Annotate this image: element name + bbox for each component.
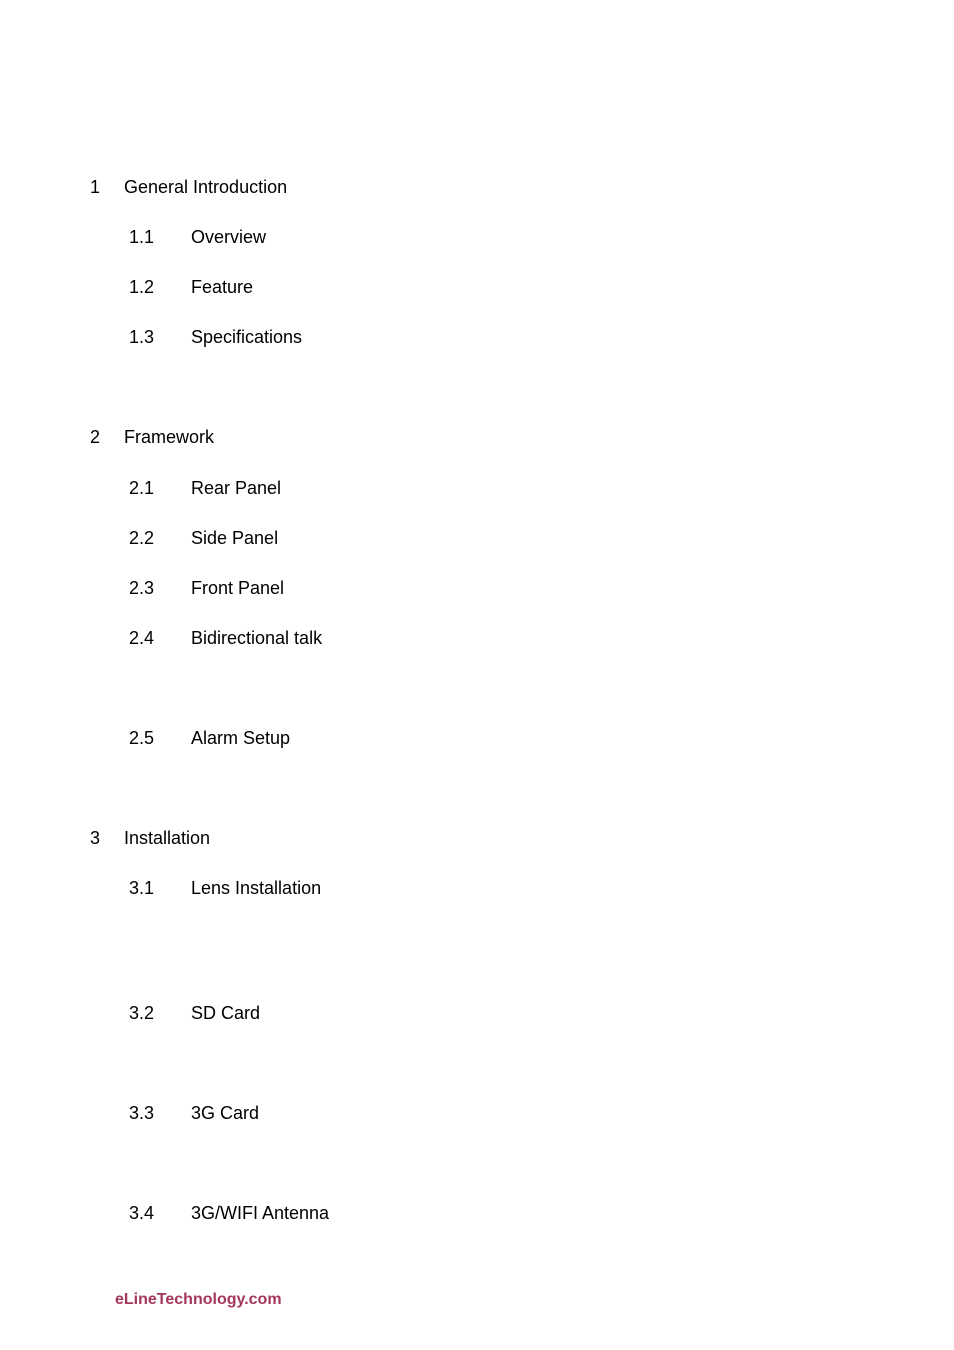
chapter-title: General Introduction [124, 177, 288, 197]
section-title: Lens Installation [191, 878, 322, 898]
section-number: 1.2 [129, 277, 155, 297]
section-number: 2.1 [129, 478, 155, 498]
section-title: Side Panel [191, 528, 279, 548]
section-number: 2.5 [129, 728, 155, 748]
section-title: 3G Card [191, 1103, 260, 1123]
section-title: Specifications [191, 327, 303, 347]
section-number: 3.1 [129, 878, 155, 898]
section-number: 1.1 [129, 227, 155, 247]
section-number: 2.4 [129, 628, 155, 648]
section-title: Rear Panel [191, 478, 282, 498]
section-title: Alarm Setup [191, 728, 291, 748]
section-number: 3.2 [129, 1003, 155, 1023]
chapter-number: 2 [90, 427, 101, 447]
section-title: Bidirectional talk [191, 628, 323, 648]
chapter-number: 1 [90, 177, 101, 197]
section-title: 3G/WIFI Antenna [191, 1203, 330, 1223]
chapter-title: Installation [124, 828, 211, 848]
section-number: 1.3 [129, 327, 155, 347]
section-title: Feature [191, 277, 254, 297]
section-number: 2.3 [129, 578, 155, 598]
section-number: 3.3 [129, 1103, 155, 1123]
chapter-title: Framework [124, 427, 215, 447]
section-title: SD Card [191, 1003, 261, 1023]
section-number: 2.2 [129, 528, 155, 548]
footer-brand-text: eLineTechnology.com [115, 1291, 282, 1308]
section-title: Front Panel [191, 578, 285, 598]
section-number: 3.4 [129, 1203, 155, 1223]
chapter-number: 3 [90, 828, 101, 848]
section-title: Overview [191, 227, 267, 247]
